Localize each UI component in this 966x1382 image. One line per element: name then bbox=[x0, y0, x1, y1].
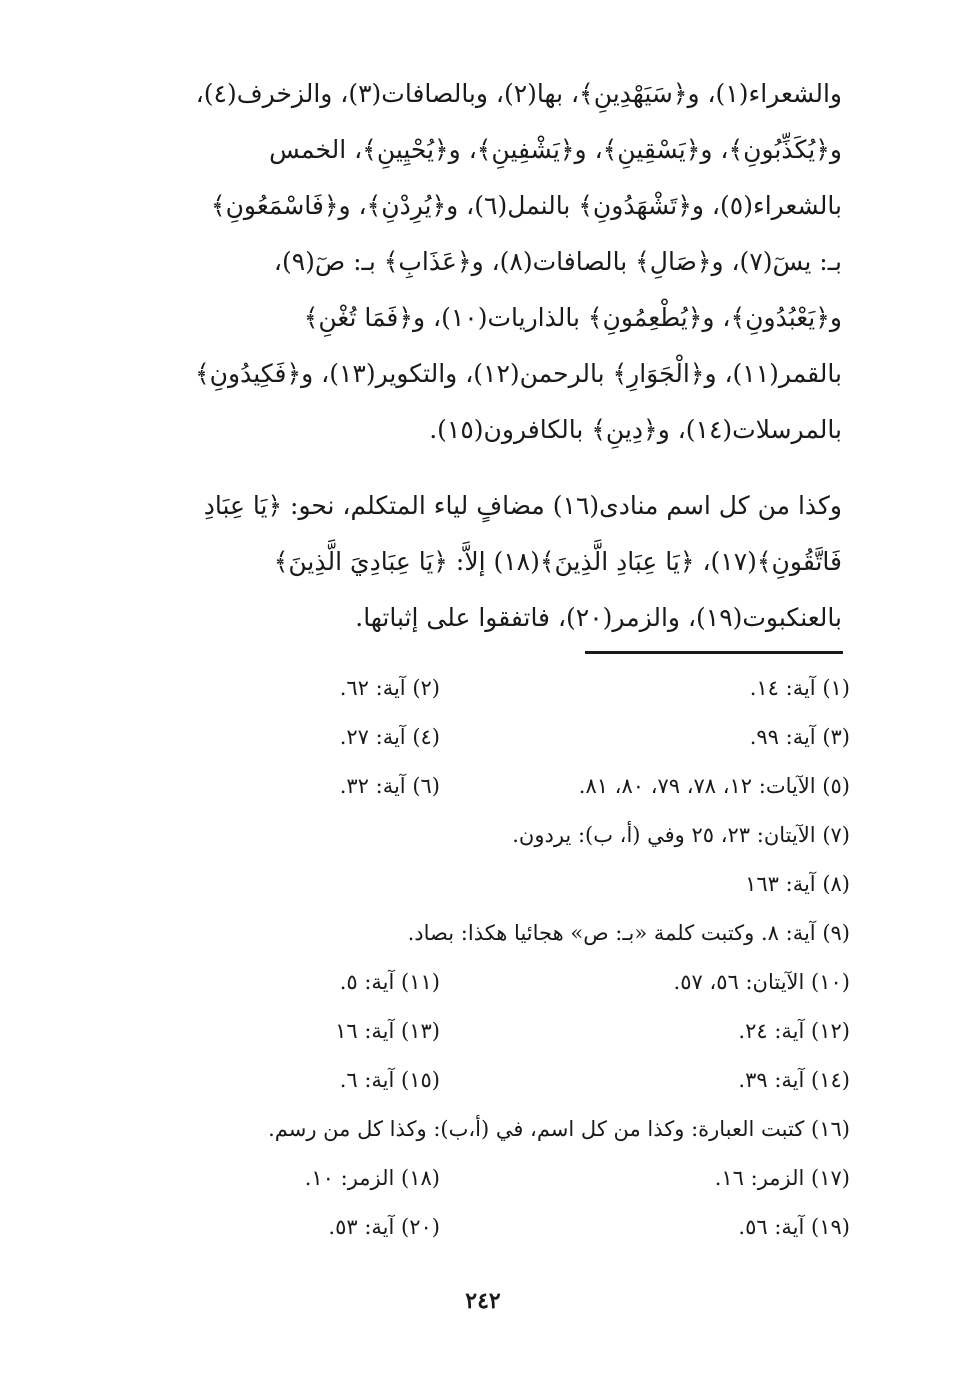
footnote-19: (١٩) آية: ٥٦. bbox=[738, 1215, 850, 1239]
footnote-5: (٥) الآيات: ١٢، ٧٨، ٧٩، ٨٠، ٨١. bbox=[578, 774, 850, 798]
footnote-2: (٢) آية: ٦٢. bbox=[339, 676, 440, 700]
footnote-separator bbox=[585, 651, 843, 654]
footnote-18: (١٨) الزمر: ١٠. bbox=[304, 1166, 440, 1190]
footnote-1: (١) آية: ١٤. bbox=[749, 676, 850, 700]
footnote-10: (١٠) الآيتان: ٥٦، ٥٧. bbox=[673, 970, 850, 994]
footnote-7: (٧) الآيتان: ٢٣، ٢٥ وفي (أ، ب): يردون. bbox=[512, 823, 850, 847]
footnote-9: (٩) آية: ٨. وكتبت كلمة «بـ: ص» هجائيا هكذا: بصاد. bbox=[407, 921, 850, 945]
paragraph-2-line-3: بالعنكبوت(١٩)، والزمر(٢٠)، فاتفقوا على إثباتها. bbox=[355, 603, 842, 632]
footnote-12: (١٢) آية: ٢٤. bbox=[738, 1019, 850, 1043]
paragraph-1-line-7: بالمرسلات(١٤)، و﴿دِينِ﴾ بالكافرون(١٥). bbox=[429, 415, 842, 444]
paragraph-1-line-1: والشعراء(١)، و﴿سَيَهْدِينِ﴾، بها(٢)، وبالصافات(٣)، والزخرف(٤)، bbox=[195, 79, 842, 108]
footnote-6: (٦) آية: ٣٢. bbox=[339, 774, 440, 798]
footnote-4: (٤) آية: ٢٧. bbox=[339, 725, 440, 749]
footnote-20: (٢٠) آية: ٥٣. bbox=[328, 1215, 440, 1239]
footnote-15: (١٥) آية: ٦. bbox=[339, 1068, 440, 1092]
paragraph-1-line-4: بـ: يسٓ(٧)، و﴿صَالِ﴾ بالصافات(٨)، و﴿عَذَابِ﴾ بـ: صٓ(٩)، bbox=[273, 247, 842, 276]
footnote-16: (١٦) كتبت العبارة: وكذا من كل اسم، في (أ،ب): وكذا كل من رسم. bbox=[268, 1117, 850, 1141]
page-number: ٢٤٢ bbox=[465, 1288, 501, 1314]
footnote-14: (١٤) آية: ٣٩. bbox=[738, 1068, 850, 1092]
paragraph-1-line-5: و﴿يَعْبُدُونِ﴾، و﴿يُطْعِمُونِ﴾ بالذاريات(١٠)، و﴿فَمَا تُغْنِ﴾ bbox=[303, 303, 842, 332]
paragraph-1-line-2: و﴿يُكَذِّبُونِ﴾، و﴿يَسْقِينِ﴾، و﴿يَشْفِينِ﴾، و﴿يُحْيِينِ﴾، الخمس bbox=[269, 135, 842, 164]
paragraph-1-line-6: بالقمر(١١)، و﴿الْجَوَارِ﴾ بالرحمن(١٢)، والتكوير(١٣)، و﴿فَكِيدُونِ﴾ bbox=[194, 359, 842, 388]
footnote-17: (١٧) الزمر: ١٦. bbox=[714, 1166, 850, 1190]
paragraph-2-line-1: وكذا من كل اسم منادى(١٦) مضافٍ لياء المتكلم، نحو: ﴿يَا عِبَادِ bbox=[203, 491, 842, 520]
footnote-13: (١٣) آية: ١٦ bbox=[335, 1019, 440, 1043]
footnote-3: (٣) آية: ٩٩. bbox=[749, 725, 850, 749]
footnote-8: (٨) آية: ١٦٣ bbox=[745, 872, 850, 896]
paragraph-2-line-2: فَاتَّقُونِ﴾(١٧)، ﴿يَا عِبَادِ الَّذِينَ﴾(١٨) إلاَّ: ﴿يَا عِبَادِيَ الَّذِينَ﴾ bbox=[273, 547, 842, 576]
footnote-11: (١١) آية: ٥. bbox=[339, 970, 440, 994]
paragraph-1-line-3: بالشعراء(٥)، و﴿تَشْهَدُونِ﴾ بالنمل(٦)، و﴿يُرِدْنِ﴾، و﴿فَاسْمَعُونِ﴾ bbox=[210, 191, 842, 220]
